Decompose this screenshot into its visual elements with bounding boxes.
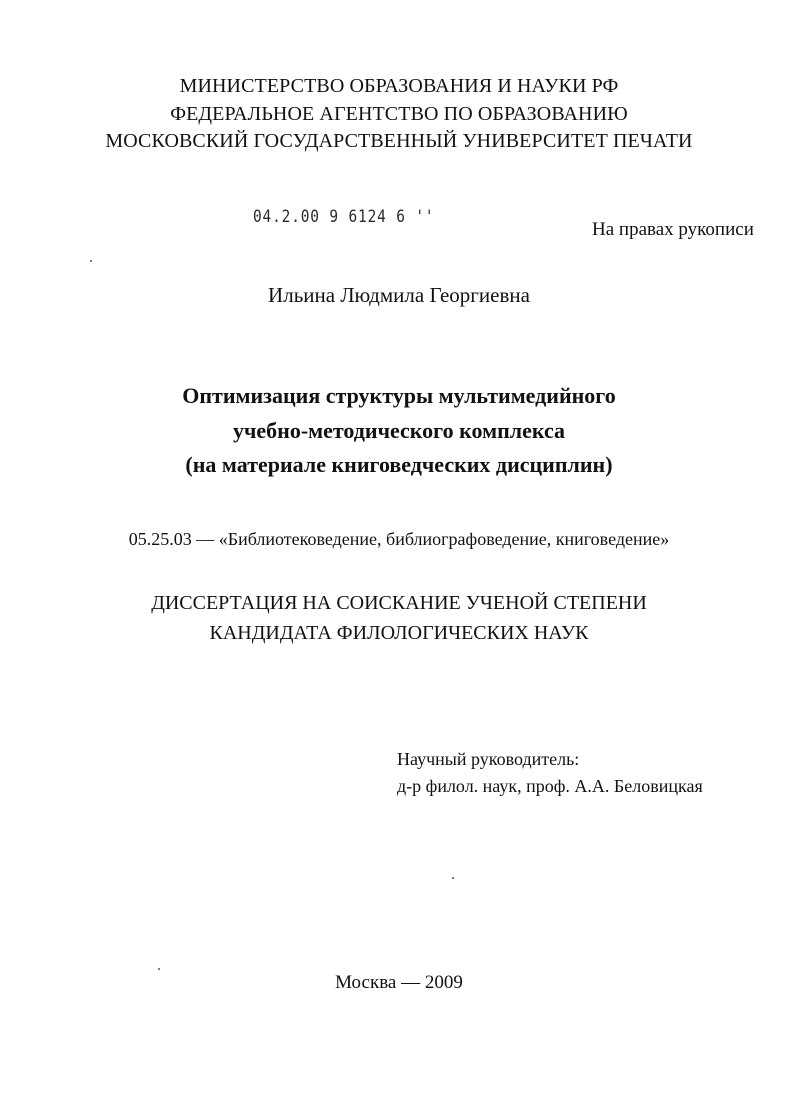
author-name: Ильина Людмила Георгиевна — [268, 283, 530, 307]
ministry-heading: МИНИСТЕРСТВО ОБРАЗОВАНИЯ И НАУКИ РФ — [179, 75, 619, 97]
scan-speck — [158, 968, 160, 970]
agency-heading: ФЕДЕРАЛЬНОЕ АГЕНТСТВО ПО ОБРАЗОВАНИЮ — [170, 103, 628, 125]
manuscript-rights-note: На правах рукописи — [592, 219, 754, 240]
place-and-year: Москва — 2009 — [335, 972, 463, 993]
title-line-1: Оптимизация структуры мультимедийного — [182, 383, 616, 408]
supervisor-name: д-р филол. наук, проф. А.А. Беловицкая — [397, 776, 703, 796]
university-heading: МОСКОВСКИЙ ГОСУДАРСТВЕННЫЙ УНИВЕРСИТЕТ ПЕЧАТИ — [105, 130, 693, 152]
title-line-3: (на материале книговедческих дисциплин) — [185, 452, 613, 477]
specialty-code: 05.25.03 — «Библиотековедение, библиографоведение, книговедение» — [128, 529, 670, 549]
scan-speck — [452, 877, 454, 879]
scan-speck — [90, 260, 92, 262]
supervisor-label: Научный руководитель: — [397, 749, 580, 769]
degree-line-1: ДИССЕРТАЦИЯ НА СОИСКАНИЕ УЧЕНОЙ СТЕПЕНИ — [151, 592, 647, 614]
degree-line-2: КАНДИДАТА ФИЛОЛОГИЧЕСКИХ НАУК — [209, 622, 589, 644]
title-line-2: учебно-методического комплекса — [232, 418, 566, 443]
registration-stamp: 04.2.00 9 6124 6 '' — [253, 207, 435, 227]
